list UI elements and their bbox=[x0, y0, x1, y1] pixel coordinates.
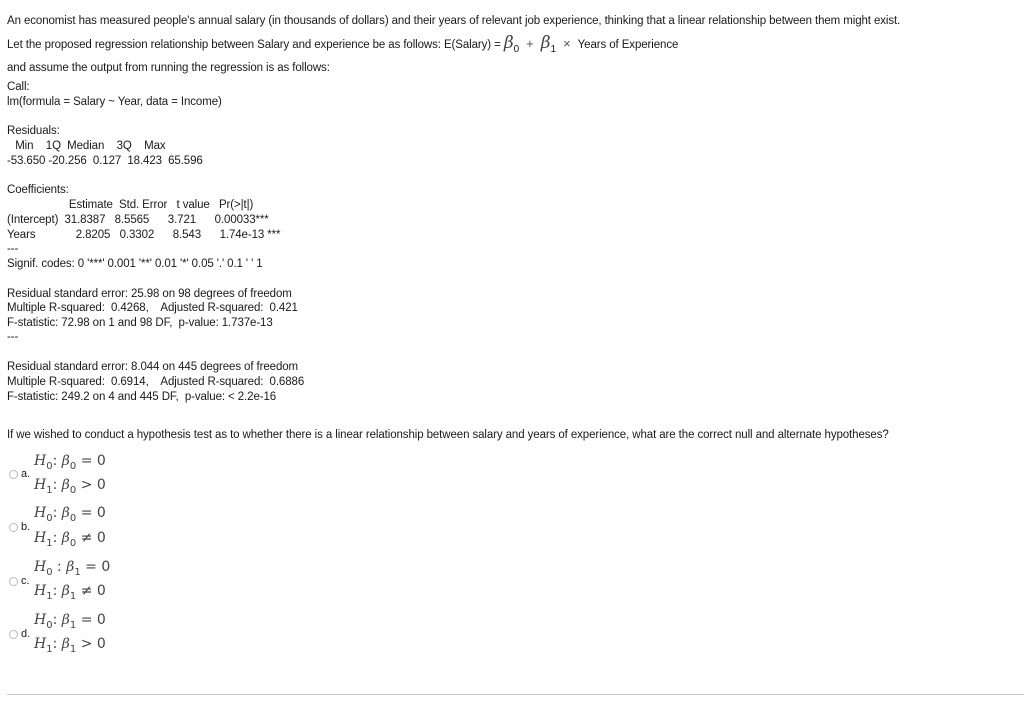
h-sub: 1 bbox=[46, 484, 53, 496]
times-sign: × bbox=[563, 36, 571, 51]
beta-sub: 0 bbox=[69, 512, 77, 524]
beta-sub: 0 bbox=[69, 537, 77, 549]
h-symbol: H bbox=[34, 559, 47, 575]
h-symbol: H bbox=[34, 477, 47, 493]
residuals-values: -53.650 -20.256 0.127 18.423 65.596 bbox=[7, 155, 203, 167]
h-symbol: H bbox=[34, 505, 47, 521]
option-d-alt: $H_1$: $\beta_1 > 0$ bbox=[34, 636, 106, 655]
beta-sub: 1 bbox=[69, 590, 77, 602]
coef-header: Estimate Std. Error t value Pr(>|t|) bbox=[7, 199, 254, 211]
rse-2: Residual standard error: 8.044 on 445 degrees of freedom bbox=[7, 361, 299, 373]
beta-sub: 0 bbox=[69, 484, 77, 496]
beta-symbol: β bbox=[61, 505, 70, 521]
intro-line-2-prefix: Let the proposed regression relationship between Salary and experience be as follows: E(Salary) = bbox=[7, 39, 501, 51]
beta-symbol: β bbox=[61, 453, 70, 469]
option-c-null: $H_0$ : $\beta_1 = 0$ bbox=[34, 559, 111, 578]
beta-symbol: β bbox=[61, 583, 70, 599]
f-statistic-2: F-statistic: 249.2 on 4 and 445 DF, p-value: < 2.2e-16 bbox=[7, 391, 277, 403]
beta-1-symbol: β bbox=[540, 33, 551, 53]
h-sub: 0 bbox=[46, 619, 53, 631]
relation: > 0 bbox=[80, 636, 106, 652]
beta-symbol: β bbox=[61, 612, 70, 628]
beta-1-sub: 1 bbox=[550, 44, 556, 55]
h-symbol: H bbox=[34, 583, 47, 599]
relation: = 0 bbox=[80, 505, 106, 521]
relation: = 0 bbox=[80, 612, 106, 628]
beta-sub: 0 bbox=[69, 460, 77, 472]
intro-line-2-suffix: Years of Experience bbox=[577, 39, 679, 51]
option-a-letter: a. bbox=[21, 468, 31, 480]
beta-symbol: β bbox=[61, 530, 70, 546]
option-b-null: $H_0$: $\beta_0 = 0$ bbox=[34, 505, 106, 524]
intro-line-1: An economist has measured people's annual salary (in thousands of dollars) and their years of relevant job experience, thinking that a linear relationship between them might exist. bbox=[7, 15, 901, 27]
question-prompt: If we wished to conduct a hypothesis test as to whether there is a linear relationship between salary and years of experience, what are the correct null and alternate hypotheses? bbox=[7, 429, 889, 441]
bottom-divider bbox=[7, 694, 1024, 695]
h-symbol: H bbox=[34, 636, 47, 652]
relation: = 0 bbox=[80, 453, 106, 469]
separator-1: --- bbox=[7, 243, 19, 255]
intro-line-2 bbox=[7, 33, 678, 53]
h-sub: 1 bbox=[46, 537, 53, 549]
call-label: Call: bbox=[7, 81, 30, 93]
h-sub: 0 bbox=[46, 512, 53, 524]
beta-sub: 1 bbox=[69, 619, 77, 631]
option-d-radio[interactable] bbox=[9, 630, 18, 639]
option-d-letter: d. bbox=[21, 628, 31, 640]
beta-symbol: β bbox=[66, 559, 75, 575]
option-c-letter: c. bbox=[21, 575, 30, 587]
relation: ≠ 0 bbox=[80, 583, 106, 599]
option-b-letter: b. bbox=[21, 521, 31, 533]
option-a-radio[interactable] bbox=[9, 470, 18, 479]
relation: ≠ 0 bbox=[80, 530, 106, 546]
h-sub: 1 bbox=[46, 643, 53, 655]
option-c-alt: $H_1$: $\beta_1 \ne 0$ bbox=[34, 583, 106, 602]
f-statistic-1: F-statistic: 72.98 on 1 and 98 DF, p-value: 1.737e-13 bbox=[7, 317, 273, 329]
option-d-null: $H_0$: $\beta_1 = 0$ bbox=[34, 612, 106, 631]
h-sub: 0 bbox=[46, 460, 53, 472]
r-squared-1: Multiple R-squared: 0.4268, Adjusted R-squared: 0.421 bbox=[7, 302, 298, 314]
h-sub: 0 bbox=[46, 566, 53, 578]
relation: = 0 bbox=[85, 559, 111, 575]
plus-sign: + bbox=[526, 36, 534, 51]
beta-0-symbol: β bbox=[503, 33, 514, 53]
beta-0-sub: 0 bbox=[513, 44, 520, 55]
coef-row-years: Years 2.8205 0.3302 8.543 1.74e-13 *** bbox=[7, 229, 281, 241]
residuals-label: Residuals: bbox=[7, 125, 60, 137]
residuals-header: Min 1Q Median 3Q Max bbox=[9, 140, 166, 152]
beta-symbol: β bbox=[61, 636, 70, 652]
assume-line: and assume the output from running the regression is as follows: bbox=[7, 62, 330, 74]
option-a-null: $H_0$: $\beta_0 = 0$ bbox=[34, 453, 106, 472]
relation: > 0 bbox=[80, 477, 106, 493]
h-symbol: H bbox=[34, 453, 47, 469]
beta-sub: 1 bbox=[69, 643, 77, 655]
signif-codes: Signif. codes: 0 '***' 0.001 '**' 0.01 '*' 0.05 '.' 0.1 ' ' 1 bbox=[7, 258, 263, 270]
beta-sub: 1 bbox=[74, 566, 81, 578]
coefficients-label: Coefficients: bbox=[7, 184, 69, 196]
beta-symbol: β bbox=[61, 477, 70, 493]
call-formula: lm(formula = Salary ~ Year, data = Income) bbox=[7, 96, 222, 108]
option-a-alt: $H_1$: $\beta_0 > 0$ bbox=[34, 477, 106, 496]
option-c-radio[interactable] bbox=[9, 577, 18, 586]
option-b-alt: $H_1$: $\beta_0 \ne 0$ bbox=[34, 530, 106, 549]
separator-2: --- bbox=[7, 331, 19, 343]
rse-1: Residual standard error: 25.98 on 98 degrees of freedom bbox=[7, 288, 292, 300]
coef-row-intercept: (Intercept) 31.8387 8.5565 3.721 0.00033*** bbox=[7, 214, 269, 226]
h-symbol: H bbox=[34, 530, 47, 546]
option-b-radio[interactable] bbox=[9, 523, 18, 532]
h-symbol: H bbox=[34, 612, 47, 628]
r-squared-2: Multiple R-squared: 0.6914, Adjusted R-squared: 0.6886 bbox=[7, 376, 305, 388]
h-sub: 1 bbox=[46, 590, 53, 602]
